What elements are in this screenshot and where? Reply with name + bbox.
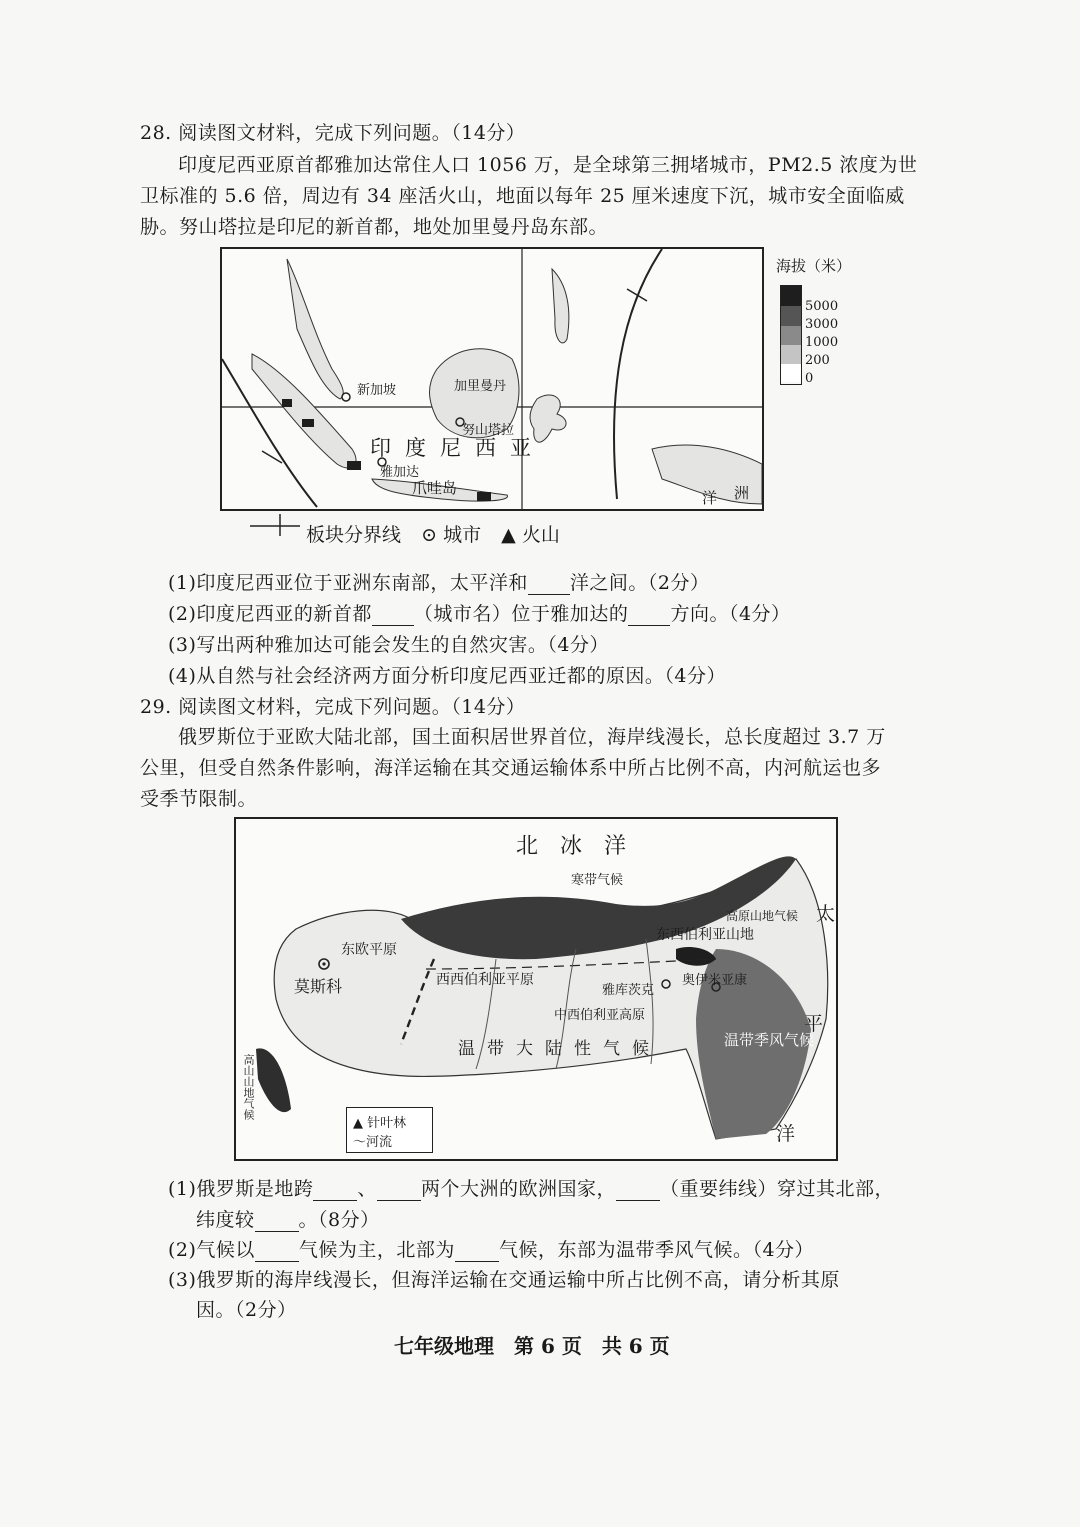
label-continent: 洲 [734, 484, 750, 502]
q29-sub1-text-f: 。（8分） [298, 1209, 380, 1231]
elevation-swatch-5000 [781, 286, 801, 306]
label-tundra-climate: 寒带气候 [571, 873, 624, 888]
legend-boundary-label: 板块分界线 [306, 524, 402, 546]
q29-sub2-text-c: 气候，东部为温带季风气候。（4分） [498, 1239, 815, 1261]
q28-sub3: (3)写出两种雅加达可能会发生的自然灾害。（4分） [168, 634, 610, 656]
label-ocean: 洋 [702, 489, 718, 507]
q29-sub1-text-b: 、 [357, 1178, 377, 1200]
label-jakarta: 雅加达 [380, 465, 420, 480]
q28-sub2-blank-1[interactable] [372, 607, 414, 626]
label-pacific-1: 太 [816, 903, 836, 925]
russia-map-legend [346, 1107, 433, 1153]
q28-sub2 [168, 599, 791, 626]
label-oymyakon: 奥伊米亚康 [682, 973, 748, 988]
legend-river-row [353, 1131, 392, 1150]
q29-sub1-text-a: (1)俄罗斯是地跨 [168, 1178, 314, 1200]
label-pacific-3: 洋 [776, 1123, 796, 1145]
legend-volcano-label: 火山 [521, 524, 560, 546]
page-footer: 七年级地理 第 6 页 共 6 页 [394, 1334, 670, 1358]
q29-paragraph-line-3: 受季节限制。 [140, 788, 258, 810]
legend-forest-label: 针叶林 [367, 1116, 407, 1131]
legend-city-label: 城市 [443, 524, 482, 546]
q28-sub2-text-c: 方向。（4分） [670, 603, 791, 625]
russia-map [234, 817, 838, 1161]
label-pacific-2: 平 [804, 1013, 824, 1035]
q28-heading: 28. 阅读图文材料，完成下列问题。（14分） [140, 122, 526, 144]
q28-sub2-text-a: (2)印度尼西亚的新首都 [168, 603, 372, 625]
q28-sub1-text-a: (1)印度尼西亚位于亚洲东南部，太平洋和 [168, 572, 528, 594]
q29-sub1-blank-4[interactable] [255, 1213, 299, 1232]
q29-sub1-blank-2[interactable] [377, 1182, 421, 1201]
q29-sub3-line-2: 因。（2分） [196, 1299, 297, 1321]
label-temperate-continental: 温带大陆性气候 [458, 1039, 661, 1059]
q29-sub1-line-1 [168, 1174, 894, 1201]
city-icon: ⊙ [421, 524, 438, 546]
q29-sub2-blank-2[interactable] [455, 1243, 499, 1262]
q28-sub4: (4)从自然与社会经济两方面分析印度尼西亚迁都的原因。（4分） [168, 665, 727, 687]
q28-sub1 [168, 568, 710, 595]
elevation-swatch-200 [781, 345, 801, 364]
q29-sub1-text-e: 纬度较 [196, 1209, 255, 1231]
elevation-swatch-1000 [781, 326, 801, 345]
q29-sub1-text-d: （重要纬线）穿过其北部， [659, 1178, 894, 1200]
elevation-swatch-3000 [781, 306, 801, 326]
q29-sub2-blank-1[interactable] [255, 1243, 299, 1262]
legend-forest-row [353, 1112, 406, 1131]
plate-boundary-icon [250, 512, 300, 541]
elevation-level-0: 0 [805, 371, 814, 386]
label-kalimantan: 加里曼丹 [454, 379, 507, 394]
q29-sub2 [168, 1235, 814, 1262]
q28-sub2-blank-2[interactable] [628, 607, 670, 626]
legend-river-label: 河流 [366, 1135, 393, 1150]
elevation-legend-title: 海拔（米） [776, 257, 852, 275]
label-java: 爪哇岛 [412, 479, 458, 497]
q29-sub1-text-c: 两个大洲的欧洲国家， [420, 1178, 616, 1200]
indonesia-map [220, 247, 764, 511]
conifer-icon: ▲ [353, 1116, 363, 1131]
volcano-icon: ▲ [501, 524, 516, 546]
q29-sub1-blank-3[interactable] [616, 1182, 660, 1201]
map-legend [250, 517, 560, 547]
q28-paragraph-line-1: 印度尼西亚原首都雅加达常住人口 1056 万，是全球第三拥堵城市，PM2.5 浓度为世 [178, 154, 918, 176]
q28-sub2-text-b: （城市名）位于雅加达的 [413, 603, 629, 625]
label-moscow: 莫斯科 [294, 977, 343, 996]
elevation-swatch-0 [781, 364, 801, 382]
label-mountain-climate: 高山山地气候 [242, 1054, 255, 1120]
elevation-level-3000: 3000 [805, 317, 839, 332]
q28-sub1-text-b: 洋之间。（2分） [569, 572, 710, 594]
q29-sub3-line-1: (3)俄罗斯的海岸线漫长，但海洋运输在交通运输中所占比例不高，请分析其原 [168, 1269, 840, 1291]
q28-paragraph-line-2: 卫标准的 5.6 倍，周边有 34 座活火山，地面以每年 25 厘米速度下沉，城市安全面临威 [140, 185, 905, 207]
label-monsoon-climate: 温带季风气候 [724, 1031, 815, 1049]
q28-sub1-blank[interactable] [528, 576, 570, 595]
q29-heading: 29. 阅读图文材料，完成下列问题。（14分） [140, 696, 526, 718]
river-icon: 〜 [353, 1135, 367, 1150]
label-east-european-plain: 东欧平原 [341, 942, 397, 958]
elevation-legend-bar [780, 285, 802, 385]
label-yakutsk: 雅库茨克 [602, 983, 655, 998]
label-singapore: 新加坡 [357, 383, 397, 398]
elevation-level-200: 200 [805, 353, 830, 368]
label-west-siberian-plain: 西西伯利亚平原 [436, 972, 534, 988]
elevation-level-1000: 1000 [805, 335, 839, 350]
label-nusantara: 努山塔拉 [462, 423, 515, 438]
q28-paragraph-line-3: 胁。努山塔拉是印尼的新首都，地处加里曼丹岛东部。 [140, 216, 609, 238]
label-indonesia: 印度尼西亚 [370, 436, 545, 460]
q29-sub1-blank-1[interactable] [313, 1182, 357, 1201]
q29-sub2-text-b: 气候为主，北部为 [298, 1239, 455, 1261]
label-east-siberian-mountains: 东西伯利亚山地 [656, 927, 754, 943]
elevation-level-5000: 5000 [805, 299, 839, 314]
label-central-siberian-plateau: 中西伯利亚高原 [554, 1008, 646, 1023]
q29-paragraph-line-2: 公里，但受自然条件影响，海洋运输在其交通运输体系中所占比例不高，内河航运也多 [140, 757, 882, 779]
q29-sub1-line-2 [196, 1205, 380, 1232]
q29-paragraph-line-1: 俄罗斯位于亚欧大陆北部，国土面积居世界首位，海岸线漫长，总长度超过 3.7 万 [178, 726, 886, 748]
label-arctic-ocean: 北冰洋 [516, 834, 649, 859]
q29-sub2-text-a: (2)气候以 [168, 1239, 255, 1261]
label-highland-climate: 高原山地气候 [726, 909, 799, 923]
